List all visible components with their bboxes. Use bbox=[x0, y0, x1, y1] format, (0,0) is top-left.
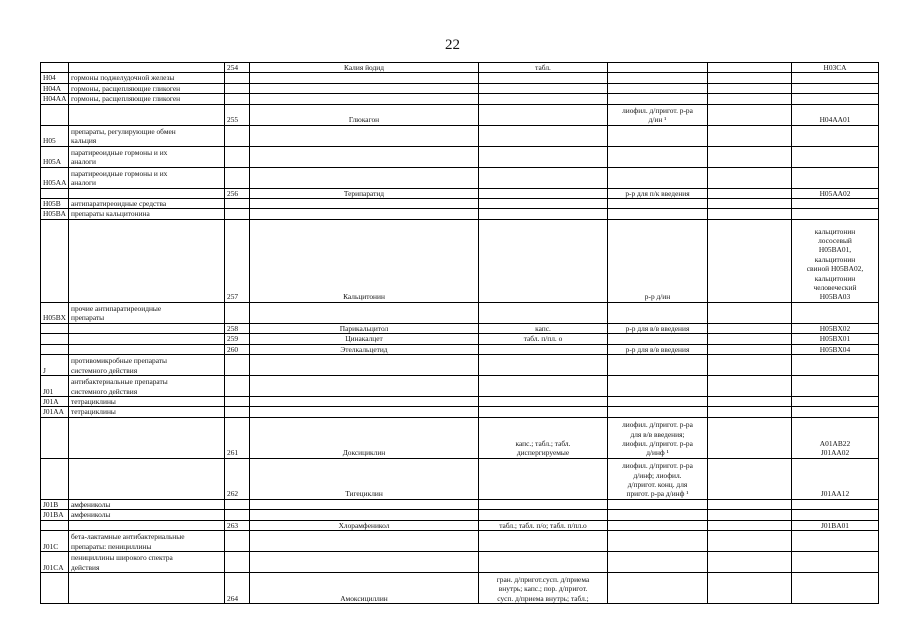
atc-group-name: амфениколы bbox=[69, 510, 225, 520]
row-number: 256 bbox=[225, 188, 250, 198]
row-number: 264 bbox=[225, 573, 250, 604]
empty-cell bbox=[708, 125, 792, 146]
row-number: 258 bbox=[225, 323, 250, 333]
empty-cell bbox=[708, 188, 792, 198]
atc-group-code: H05 bbox=[41, 125, 69, 146]
row-number bbox=[225, 125, 250, 146]
atc-code: H04AA01 bbox=[792, 104, 879, 125]
drug-name bbox=[250, 83, 479, 93]
atc-group-name: прочие антипаратиреоидные препараты bbox=[69, 302, 225, 323]
table-row bbox=[41, 510, 879, 520]
atc-group-name: бета-лактамные антибактериальные препараты: пенициллины bbox=[69, 531, 225, 552]
dosage-form-secondary: лиофил. д/пригот. р-ра д/ин ¹ bbox=[608, 104, 708, 125]
drug-name: Амоксициллин bbox=[250, 573, 479, 604]
empty-cell bbox=[708, 531, 792, 552]
atc-code: H05BX01 bbox=[792, 334, 879, 344]
dosage-form-primary bbox=[479, 355, 608, 376]
row-number: 259 bbox=[225, 334, 250, 344]
dosage-form-primary: гран. д/пригот.сусп. д/приема внутрь; капс.; пор. д/пригот. сусп. д/приема внутрь; табл.; bbox=[479, 573, 608, 604]
empty-cell bbox=[708, 573, 792, 604]
atc-group-name: пенициллины широкого спектра действия bbox=[69, 552, 225, 573]
dosage-form-primary: табл.; табл. п/о; табл. п/пл.о bbox=[479, 520, 608, 530]
dosage-form-secondary bbox=[608, 355, 708, 376]
row-number bbox=[225, 209, 250, 219]
atc-code bbox=[792, 209, 879, 219]
dosage-form-primary bbox=[479, 552, 608, 573]
empty-cell bbox=[708, 199, 792, 209]
table-row bbox=[41, 302, 879, 323]
dosage-form-secondary bbox=[608, 125, 708, 146]
atc-code: A01AB22 J01AA02 bbox=[792, 417, 879, 458]
drug-name bbox=[250, 397, 479, 407]
atc-code bbox=[792, 499, 879, 509]
row-number: 262 bbox=[225, 458, 250, 499]
atc-group-code: H05BA bbox=[41, 209, 69, 219]
atc-group-code: H05AA bbox=[41, 167, 69, 188]
atc-group-code: H05B bbox=[41, 199, 69, 209]
dosage-form-secondary bbox=[608, 573, 708, 604]
drug-name: Калия йодид bbox=[250, 63, 479, 73]
table-row bbox=[41, 531, 879, 552]
atc-group-code: H05BX bbox=[41, 302, 69, 323]
drug-name bbox=[250, 94, 479, 104]
dosage-form-secondary: р-р для в/в введения bbox=[608, 323, 708, 333]
atc-code bbox=[792, 531, 879, 552]
dosage-form-primary: табл. п/пл. о bbox=[479, 334, 608, 344]
atc-group-code bbox=[41, 334, 69, 344]
table-row bbox=[41, 63, 879, 73]
atc-code bbox=[792, 573, 879, 604]
dosage-form-primary bbox=[479, 146, 608, 167]
atc-code bbox=[792, 199, 879, 209]
drug-list-table bbox=[40, 62, 879, 604]
atc-group-name: гормоны, расщепляющие гликоген bbox=[69, 83, 225, 93]
dosage-form-primary bbox=[479, 188, 608, 198]
empty-cell bbox=[708, 167, 792, 188]
table-row bbox=[41, 458, 879, 499]
table-body bbox=[41, 63, 879, 604]
table-row bbox=[41, 573, 879, 604]
empty-cell bbox=[708, 355, 792, 376]
atc-group-name: амфениколы bbox=[69, 499, 225, 509]
atc-code bbox=[792, 510, 879, 520]
table-row bbox=[41, 334, 879, 344]
dosage-form-primary bbox=[479, 219, 608, 302]
drug-name: Кальцитонин bbox=[250, 219, 479, 302]
atc-code bbox=[792, 83, 879, 93]
atc-code bbox=[792, 73, 879, 83]
atc-group-code: J01B bbox=[41, 499, 69, 509]
dosage-form-primary bbox=[479, 199, 608, 209]
dosage-form-secondary bbox=[608, 94, 708, 104]
atc-code: H05AA02 bbox=[792, 188, 879, 198]
dosage-form-primary bbox=[479, 73, 608, 83]
empty-cell bbox=[708, 83, 792, 93]
dosage-form-primary bbox=[479, 83, 608, 93]
atc-group-code: J01A bbox=[41, 397, 69, 407]
page-number: 22 bbox=[445, 37, 460, 53]
atc-code: H03CA bbox=[792, 63, 879, 73]
row-number bbox=[225, 167, 250, 188]
atc-group-name: тетрациклины bbox=[69, 397, 225, 407]
atc-code: J01BA01 bbox=[792, 520, 879, 530]
dosage-form-secondary bbox=[608, 302, 708, 323]
drug-name bbox=[250, 73, 479, 83]
row-number bbox=[225, 355, 250, 376]
atc-group-name: паратиреоидные гормоны и их аналоги bbox=[69, 167, 225, 188]
table-row bbox=[41, 94, 879, 104]
empty-cell bbox=[708, 334, 792, 344]
empty-cell bbox=[708, 302, 792, 323]
drug-name bbox=[250, 355, 479, 376]
atc-group-code bbox=[41, 219, 69, 302]
empty-cell bbox=[708, 146, 792, 167]
atc-group-name: препараты кальцитонина bbox=[69, 209, 225, 219]
dosage-form-secondary bbox=[608, 83, 708, 93]
dosage-form-primary bbox=[479, 397, 608, 407]
atc-group-code: J01CA bbox=[41, 552, 69, 573]
empty-cell bbox=[708, 417, 792, 458]
empty-cell bbox=[708, 344, 792, 354]
dosage-form-secondary bbox=[608, 397, 708, 407]
drug-name bbox=[250, 146, 479, 167]
dosage-form-primary bbox=[479, 458, 608, 499]
row-number: 260 bbox=[225, 344, 250, 354]
atc-group-name bbox=[69, 334, 225, 344]
dosage-form-primary bbox=[479, 302, 608, 323]
drug-name: Цинакалцет bbox=[250, 334, 479, 344]
atc-group-name bbox=[69, 458, 225, 499]
drug-name bbox=[250, 499, 479, 509]
atc-group-code bbox=[41, 520, 69, 530]
empty-cell bbox=[708, 323, 792, 333]
dosage-form-secondary bbox=[608, 552, 708, 573]
atc-group-name bbox=[69, 573, 225, 604]
drug-name bbox=[250, 199, 479, 209]
row-number: 255 bbox=[225, 104, 250, 125]
dosage-form-secondary: лиофил. д/пригот. р-ра для в/в введения; лиофил. д/пригот. р-ра д/инф ¹ bbox=[608, 417, 708, 458]
table-row bbox=[41, 376, 879, 397]
drug-name bbox=[250, 407, 479, 417]
atc-code bbox=[792, 125, 879, 146]
atc-group-name bbox=[69, 323, 225, 333]
dosage-form-secondary bbox=[608, 167, 708, 188]
dosage-form-secondary bbox=[608, 209, 708, 219]
row-number bbox=[225, 407, 250, 417]
atc-group-name bbox=[69, 63, 225, 73]
dosage-form-primary bbox=[479, 94, 608, 104]
dosage-form-secondary bbox=[608, 499, 708, 509]
table-row bbox=[41, 73, 879, 83]
empty-cell bbox=[708, 407, 792, 417]
dosage-form-primary bbox=[479, 125, 608, 146]
row-number bbox=[225, 552, 250, 573]
table-row bbox=[41, 355, 879, 376]
row-number bbox=[225, 376, 250, 397]
dosage-form-secondary bbox=[608, 376, 708, 397]
dosage-form-primary: капс. bbox=[479, 323, 608, 333]
atc-group-name bbox=[69, 520, 225, 530]
dosage-form-secondary bbox=[608, 73, 708, 83]
row-number bbox=[225, 199, 250, 209]
dosage-form-primary bbox=[479, 499, 608, 509]
atc-code bbox=[792, 407, 879, 417]
dosage-form-primary bbox=[479, 531, 608, 552]
table-row bbox=[41, 407, 879, 417]
atc-group-name bbox=[69, 219, 225, 302]
atc-group-code: H04AA bbox=[41, 94, 69, 104]
drug-name: Хлорамфеникол bbox=[250, 520, 479, 530]
empty-cell bbox=[708, 552, 792, 573]
row-number: 257 bbox=[225, 219, 250, 302]
atc-group-code bbox=[41, 458, 69, 499]
table-row bbox=[41, 344, 879, 354]
row-number: 254 bbox=[225, 63, 250, 73]
row-number bbox=[225, 83, 250, 93]
dosage-form-secondary: лиофил. д/пригот. р-ра д/инф; лиофил. д/пригот. конц. для пригот. р-ра д/инф ¹ bbox=[608, 458, 708, 499]
dosage-form-secondary bbox=[608, 199, 708, 209]
drug-name: Глюкагон bbox=[250, 104, 479, 125]
row-number: 263 bbox=[225, 520, 250, 530]
row-number bbox=[225, 73, 250, 83]
table-row bbox=[41, 209, 879, 219]
drug-name bbox=[250, 552, 479, 573]
atc-code bbox=[792, 355, 879, 376]
atc-group-code: H04 bbox=[41, 73, 69, 83]
drug-name bbox=[250, 531, 479, 552]
atc-group-name bbox=[69, 188, 225, 198]
table-row bbox=[41, 417, 879, 458]
dosage-form-primary bbox=[479, 510, 608, 520]
atc-group-name: тетрациклины bbox=[69, 407, 225, 417]
dosage-form-secondary: р-р для п/к введения bbox=[608, 188, 708, 198]
drug-name: Доксициклин bbox=[250, 417, 479, 458]
table-row bbox=[41, 125, 879, 146]
atc-code bbox=[792, 302, 879, 323]
dosage-form-primary bbox=[479, 376, 608, 397]
atc-group-name bbox=[69, 344, 225, 354]
atc-group-name: антибактериальные препараты системного действия bbox=[69, 376, 225, 397]
table-row bbox=[41, 188, 879, 198]
table-row bbox=[41, 219, 879, 302]
empty-cell bbox=[708, 104, 792, 125]
drug-name bbox=[250, 125, 479, 146]
atc-group-code: H04A bbox=[41, 83, 69, 93]
atc-group-code bbox=[41, 344, 69, 354]
drug-name bbox=[250, 209, 479, 219]
atc-group-code: J01 bbox=[41, 376, 69, 397]
dosage-form-secondary bbox=[608, 146, 708, 167]
drug-name: Парикальцитол bbox=[250, 323, 479, 333]
dosage-form-primary bbox=[479, 344, 608, 354]
drug-name bbox=[250, 302, 479, 323]
dosage-form-primary bbox=[479, 209, 608, 219]
table-row bbox=[41, 146, 879, 167]
atc-group-code bbox=[41, 63, 69, 73]
row-number bbox=[225, 397, 250, 407]
table-row bbox=[41, 199, 879, 209]
table-row bbox=[41, 83, 879, 93]
atc-group-name: препараты, регулирующие обмен кальция bbox=[69, 125, 225, 146]
table-row bbox=[41, 167, 879, 188]
table-row bbox=[41, 520, 879, 530]
row-number bbox=[225, 146, 250, 167]
atc-code bbox=[792, 552, 879, 573]
dosage-form-secondary bbox=[608, 531, 708, 552]
atc-group-name: гормоны поджелудочной железы bbox=[69, 73, 225, 83]
dosage-form-secondary: р-р д/ин bbox=[608, 219, 708, 302]
dosage-form-secondary bbox=[608, 407, 708, 417]
dosage-form-secondary bbox=[608, 334, 708, 344]
dosage-form-primary: табл. bbox=[479, 63, 608, 73]
atc-code bbox=[792, 376, 879, 397]
table-row bbox=[41, 552, 879, 573]
atc-code: J01AA12 bbox=[792, 458, 879, 499]
drug-name bbox=[250, 376, 479, 397]
atc-group-code: J01C bbox=[41, 531, 69, 552]
atc-group-code bbox=[41, 323, 69, 333]
atc-group-name bbox=[69, 104, 225, 125]
empty-cell bbox=[708, 397, 792, 407]
row-number bbox=[225, 94, 250, 104]
dosage-form-primary bbox=[479, 104, 608, 125]
drug-name: Терипаратид bbox=[250, 188, 479, 198]
atc-group-code bbox=[41, 188, 69, 198]
empty-cell bbox=[708, 94, 792, 104]
atc-code: H05BX04 bbox=[792, 344, 879, 354]
dosage-form-secondary bbox=[608, 510, 708, 520]
dosage-form-secondary bbox=[608, 63, 708, 73]
drug-name: Этелкальцетид bbox=[250, 344, 479, 354]
empty-cell bbox=[708, 73, 792, 83]
atc-group-name bbox=[69, 417, 225, 458]
dosage-form-secondary bbox=[608, 520, 708, 530]
atc-group-code bbox=[41, 104, 69, 125]
row-number bbox=[225, 302, 250, 323]
atc-group-name: антипаратиреоидные средства bbox=[69, 199, 225, 209]
empty-cell bbox=[708, 499, 792, 509]
dosage-form-secondary: р-р для в/в введения bbox=[608, 344, 708, 354]
empty-cell bbox=[708, 219, 792, 302]
table-row bbox=[41, 323, 879, 333]
empty-cell bbox=[708, 376, 792, 397]
empty-cell bbox=[708, 63, 792, 73]
drug-name bbox=[250, 167, 479, 188]
row-number bbox=[225, 531, 250, 552]
atc-group-name: гормоны, расщепляющие гликоген bbox=[69, 94, 225, 104]
empty-cell bbox=[708, 209, 792, 219]
atc-group-code bbox=[41, 417, 69, 458]
atc-group-code bbox=[41, 573, 69, 604]
dosage-form-primary bbox=[479, 167, 608, 188]
row-number: 261 bbox=[225, 417, 250, 458]
atc-code: H05BX02 bbox=[792, 323, 879, 333]
row-number bbox=[225, 510, 250, 520]
drug-name: Тигециклин bbox=[250, 458, 479, 499]
empty-cell bbox=[708, 510, 792, 520]
atc-code bbox=[792, 397, 879, 407]
empty-cell bbox=[708, 458, 792, 499]
atc-group-code: J01AA bbox=[41, 407, 69, 417]
drug-name bbox=[250, 510, 479, 520]
table-row bbox=[41, 104, 879, 125]
atc-code bbox=[792, 146, 879, 167]
empty-cell bbox=[708, 520, 792, 530]
atc-group-code: J bbox=[41, 355, 69, 376]
dosage-form-primary: капс.; табл.; табл. диспергируемые bbox=[479, 417, 608, 458]
atc-group-name: паратиреоидные гормоны и их аналоги bbox=[69, 146, 225, 167]
atc-group-code: H05A bbox=[41, 146, 69, 167]
atc-group-name: противомикробные препараты системного действия bbox=[69, 355, 225, 376]
row-number bbox=[225, 499, 250, 509]
dosage-form-primary bbox=[479, 407, 608, 417]
atc-code bbox=[792, 167, 879, 188]
atc-code: кальцитонин лососевый H05BA01, кальцитонин свиной H05BA02, кальцитонин человеческий H05BA03 bbox=[792, 219, 879, 302]
table-row bbox=[41, 499, 879, 509]
table-row bbox=[41, 397, 879, 407]
atc-group-code: J01BA bbox=[41, 510, 69, 520]
atc-code bbox=[792, 94, 879, 104]
